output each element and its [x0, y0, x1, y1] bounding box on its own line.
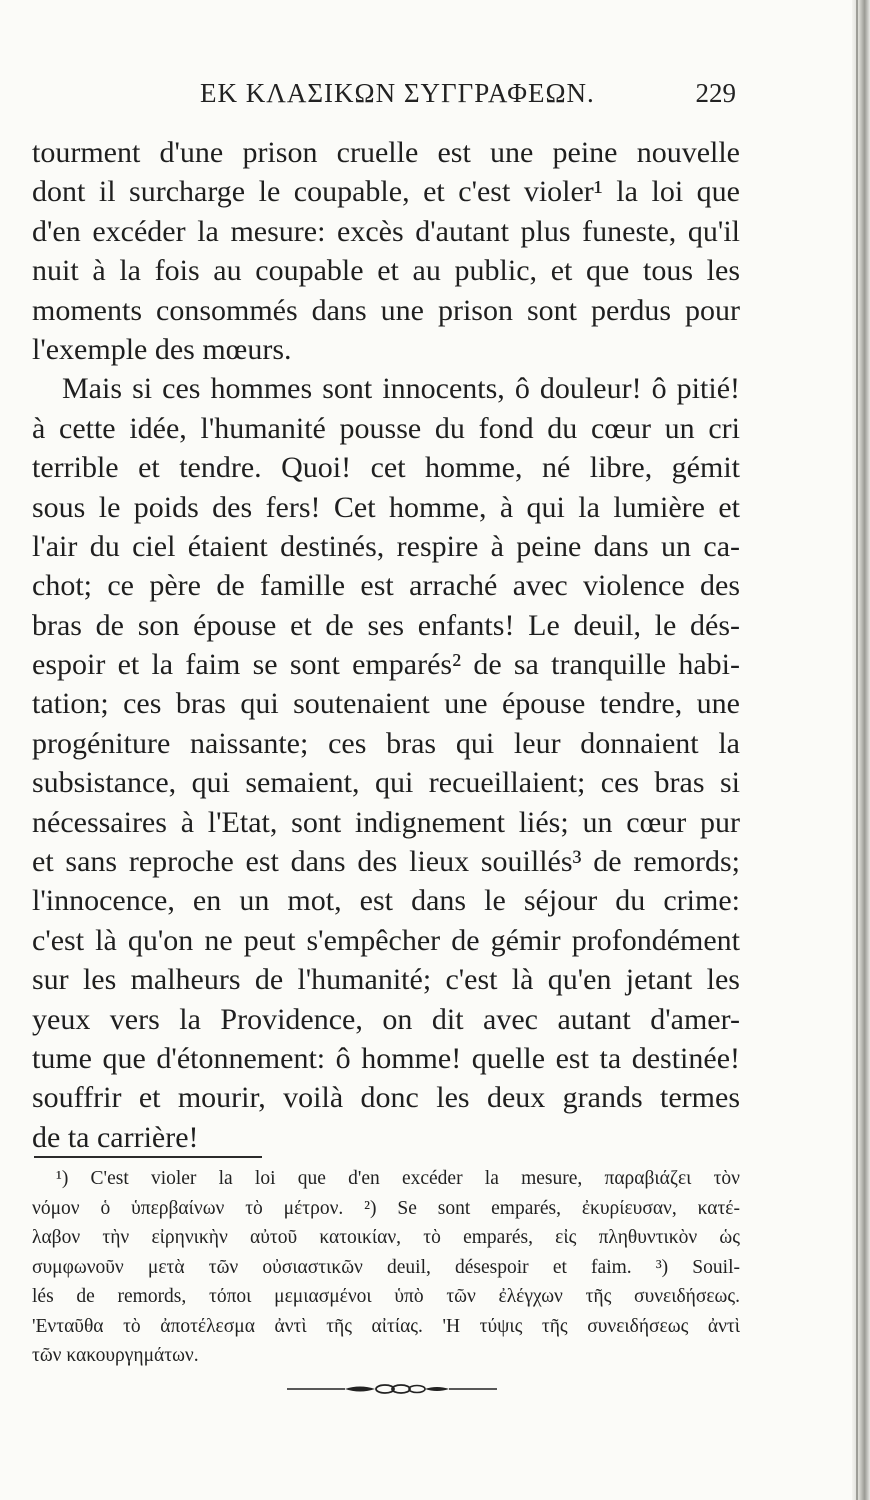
page-number: 229 — [695, 78, 736, 108]
footnote-line: λαβον τὴν εἰρηνικὴν αὐτοῦ κατοικίαν, τὸ emparés, εἰς πληθυντικὸν ὡς — [32, 1227, 740, 1248]
body-line: espoir et la faim se sont emparés² de sa tranquille habi- — [32, 648, 740, 682]
footnote-line: συμφωνοῦν μετὰ τῶν οὐσιαστικῶν deuil, désespoir et faim. ³) Souil- — [32, 1256, 740, 1278]
footnotes — [32, 1164, 740, 1371]
footnote-rule — [34, 1156, 262, 1158]
running-title: ΕΚ ΚΛΑΣΙΚΩΝ ΣΥΓΓΡΑΦΕΩΝ. — [200, 78, 595, 108]
body-line: sur les malheurs de l'humanité; c'est là qu'en jetant les — [32, 963, 740, 997]
body-line: nécessaires à l'Etat, sont indignement liés; un cœur pur — [32, 805, 740, 839]
footnote-line: 'Ενταῦθα τὸ ἀποτέλεσμα ἀντὶ τῆς αἰτίας. 'Η τύψις τῆς συνειδήσεως ἀντὶ — [32, 1315, 740, 1337]
body-line: tume que d'étonnement: ô homme! quelle est ta destinée! — [32, 1041, 740, 1075]
body-line: et sans reproche est dans des lieux souillés³ de remords; — [32, 845, 740, 879]
body-line: souffrir et mourir, voilà donc les deux grands termes — [32, 1081, 740, 1115]
body-line: bras de son épouse et de ses enfants! Le deuil, le dés- — [32, 608, 740, 642]
page-edge — [852, 0, 870, 1500]
body-line: tation; ces bras qui soutenaient une épouse tendre, une — [32, 687, 740, 721]
footnote-line: lés de remords, τόποι μεμιασμένοι ὑπὸ τῶν ἐλέγχων τῆς συνειδήσεως. — [32, 1286, 740, 1307]
body-line: d'en excéder la mesure: excès d'autant plus funeste, qu'il — [32, 214, 740, 248]
body-line: tourment d'une prison cruelle est une peine nouvelle — [32, 136, 740, 169]
body-line: à cette idée, l'humanité pousse du fond du cœur un cri — [32, 411, 740, 445]
body-text — [32, 133, 740, 1157]
footnote-line: νόμον ὁ ὑπερβαίνων τὸ μέτρον. ²) Se sont emparés, ἐκυρίευσαν, κατέ- — [32, 1197, 740, 1219]
body-line: nuit à la fois au coupable et au public, et que tous les — [32, 254, 740, 288]
body-line: subsistance, qui semaient, qui recueillaient; ces bras si — [32, 766, 740, 800]
body-line: yeux vers la Providence, on dit avec autant d'amer- — [32, 1002, 740, 1036]
body-line: l'exemple des mœurs. — [32, 332, 292, 366]
footnote-line: ¹) C'est violer la loi que d'en excéder la mesure, παραβιάζει τὸν — [56, 1168, 740, 1189]
body-line: sous le poids des fers! Cet homme, à qui la lumière et — [32, 490, 740, 524]
body-line: moments consommés dans une prison sont perdus pour — [32, 293, 740, 327]
footnote-line: τῶν κακουργημάτων. — [32, 1345, 199, 1366]
running-head — [30, 78, 736, 118]
body-line: l'innocence, en un mot, est dans le séjour du crime: — [32, 884, 740, 918]
body-line: l'air du ciel étaient destinés, respire à peine dans un ca- — [32, 529, 740, 563]
page-edge-line — [856, 0, 858, 1500]
body-line: de ta carrière! — [32, 1120, 199, 1154]
body-line: Mais si ces hommes sont innocents, ô douleur! ô pitié! — [62, 372, 740, 406]
body-line: terrible et tendre. Quoi! cet homme, né libre, gémit — [32, 451, 740, 485]
body-line: dont il surcharge le coupable, et c'est violer¹ la loi que — [32, 175, 740, 209]
body-line: progéniture naissante; ces bras qui leur donnaient la — [32, 726, 740, 760]
body-line: chot; ce père de famille est arraché avec violence des — [32, 569, 740, 603]
tailpiece-ornament-icon — [285, 1380, 500, 1398]
body-line: c'est là qu'on ne peut s'empêcher de gémir profondément — [32, 923, 740, 957]
